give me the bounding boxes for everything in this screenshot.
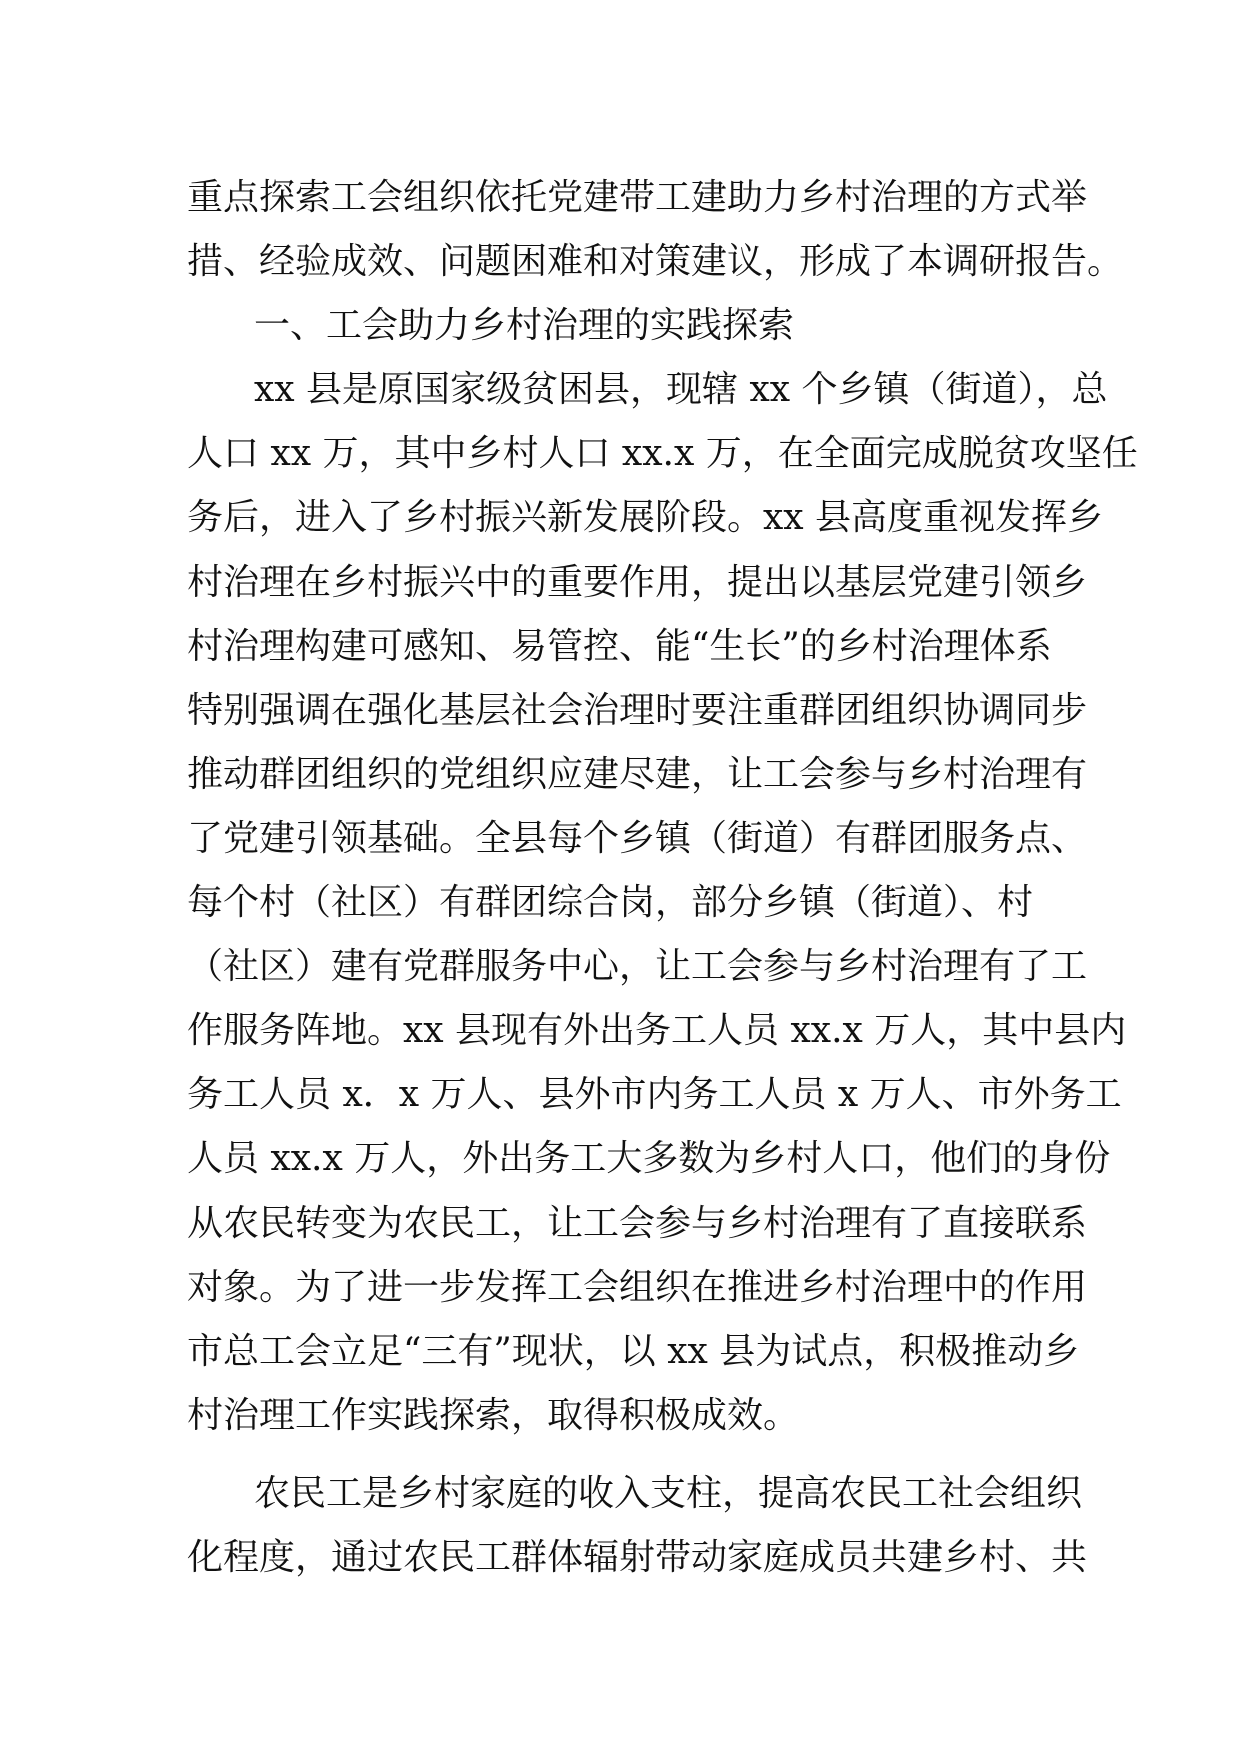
text-line: （社区）建有党群服务中心，让工会参与乡村治理有了工: [187, 946, 1088, 988]
text-line: 市总工会立足“三有”现状，以 xx 县为试点，积极推动乡: [187, 1330, 1080, 1372]
text-line: xx 县是原国家级贫困县，现辖 xx 个乡镇（街道），总: [254, 369, 1108, 411]
paragraph-2: [187, 1462, 1088, 1590]
text-line: 特别强调在强化基层社会治理时要注重群团组织协调同步: [187, 689, 1088, 731]
text-line: 村治理构建可感知、易管控、能“生长”的乡村治理体系: [187, 625, 1052, 667]
paragraph-continuation: [187, 166, 1124, 294]
body-text: [187, 166, 1138, 1590]
text-line: 农民工是乡村家庭的收入支柱，提高农民工社会组织: [254, 1472, 1083, 1514]
text-line: 推动群团组织的党组织应建尽建，让工会参与乡村治理有: [187, 753, 1088, 795]
text-line: 了党建引领基础。全县每个乡镇（街道）有群团服务点、: [187, 817, 1088, 859]
section-heading-block: [187, 294, 1053, 358]
text-line: 化程度，通过农民工群体辐射带动家庭成员共建乡村、共: [187, 1536, 1088, 1578]
text-line: 作服务阵地。xx 县现有外出务工人员 xx.x 万人，其中县内: [187, 1010, 1127, 1052]
text-line: 村治理在乡村振兴中的重要作用，提出以基层党建引领乡: [187, 561, 1088, 603]
text-line: 务后，进入了乡村振兴新发展阶段。xx 县高度重视发挥乡: [187, 497, 1104, 539]
text-line: 人员 xx.x 万人，外出务工大多数为乡村人口，他们的身份: [187, 1138, 1111, 1180]
text-line: 对象。为了进一步发挥工会组织在推进乡村治理中的作用: [187, 1266, 1088, 1308]
text-line: 从农民转变为农民工，让工会参与乡村治理有了直接联系: [187, 1202, 1088, 1244]
paragraph-1: [187, 358, 1138, 1448]
section-heading: 一、工会助力乡村治理的实践探索: [254, 305, 795, 347]
text-line: 措、经验成效、问题困难和对策建议，形成了本调研报告。: [187, 241, 1124, 283]
text-line: 人口 xx 万，其中乡村人口 xx.x 万，在全面完成脱贫攻坚任: [187, 433, 1138, 475]
text-line: 村治理工作实践探索，取得积极成效。: [187, 1394, 800, 1436]
text-line: 每个村（社区）有群团综合岗，部分乡镇（街道）、村: [187, 882, 1034, 924]
text-line: 重点探索工会组织依托党建带工建助力乡村治理的方式举: [187, 177, 1088, 218]
text-line: 务工人员 x．x 万人、县外市内务工人员 x 万人、市外务工: [187, 1074, 1122, 1116]
